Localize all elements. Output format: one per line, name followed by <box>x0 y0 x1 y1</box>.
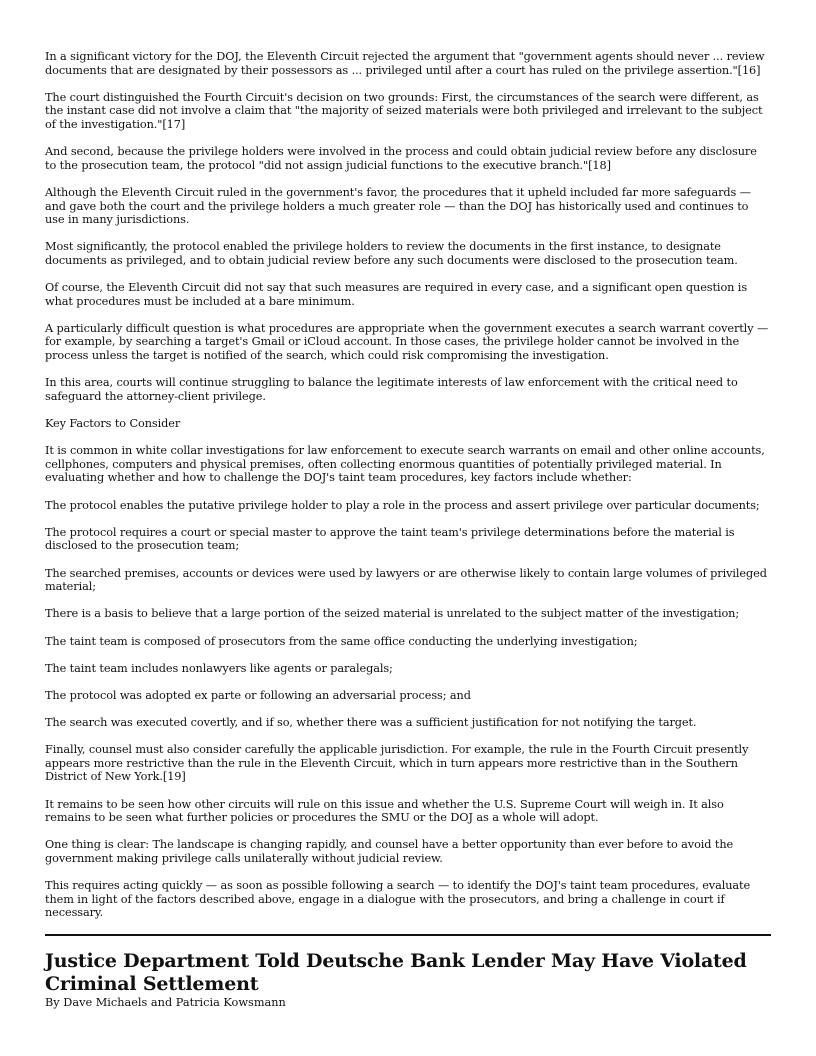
section-heading: Key Factors to Consider <box>45 417 181 431</box>
paragraph: It is common in white collar investigations for law enforcement to execute search warrants on email and other online accounts, cellphones, computers and physical premises, often collecting enormous quantities of potentially privileged material. In evaluating whether and how to challenge the DOJ's taint team procedures, key factors include whether: <box>45 444 765 485</box>
paragraph: One thing is clear: The landscape is changing rapidly, and counsel have a better opportunity than ever before to avoid the government making privilege calls unilaterally without judicial review. <box>45 838 734 866</box>
paragraph: A particularly difficult question is what procedures are appropriate when the government executes a search warrant covertly — for example, by searching a target's Gmail or iCloud account. In those cases, the privilege holder cannot be involved in the process unless the target is notified of the search, which could risk compromising the investigation. <box>45 321 769 363</box>
article-headline: Justice Department Told Deutsche Bank Lender May Have Violated Criminal Settlement <box>45 949 747 995</box>
paragraph: And second, because the privilege holders were involved in the process and could obtain judicial review before any disclosure to the prosecution team, the protocol "did not assign judicial functions to the executive branch."[18] <box>45 145 757 172</box>
document-page <box>45 50 771 1010</box>
factor-item: The taint team is composed of prosecutors from the same office conducting the underlying investigation; <box>45 634 638 648</box>
paragraph: Most significantly, the protocol enabled the privilege holders to review the documents in the first instance, to designate documents as privileged, and to obtain judicial review before any such documents were disclosed to the prosecution team. <box>45 240 738 267</box>
paragraph: Of course, the Eleventh Circuit did not say that such measures are required in every case, and a significant open question is what procedures must be included at a bare minimum. <box>45 281 748 308</box>
article-byline: By Dave Michaels and Patricia Kowsmann <box>45 995 286 1009</box>
factor-item: The searched premises, accounts or devices were used by lawyers or are otherwise likely to contain large volumes of privileged material; <box>45 566 767 594</box>
factor-item: The protocol was adopted ex parte or following an adversarial process; and <box>45 688 471 702</box>
factor-item: There is a basis to believe that a large portion of the seized material is unrelated to the subject matter of the investigation; <box>45 607 740 621</box>
factor-item: The search was executed covertly, and if so, whether there was a sufficient justification for not notifying the target. <box>45 716 697 730</box>
paragraph: In this area, courts will continue struggling to balance the legitimate interests of law enforcement with the critical need to safeguard the attorney-client privilege. <box>45 376 738 403</box>
paragraph: It remains to be seen how other circuits will rule on this issue and whether the U.S. Supreme Court will weigh in. It also remains to be seen what further policies or procedures the SMU or the DOJ as a whole will adopt. <box>45 797 724 825</box>
factor-item: The protocol enables the putative privilege holder to play a role in the process and assert privilege over particular documents; <box>45 498 760 512</box>
paragraph: Finally, counsel must also consider carefully the applicable jurisdiction. For example, the rule in the Fourth Circuit presently appears more restrictive than the rule in the Eleventh Circuit, which in turn appears more restrictive than in the Southern District of New York.[19] <box>45 743 749 784</box>
article-divider <box>45 934 771 936</box>
factor-item: The protocol requires a court or special master to approve the taint team's privilege determinations before the material is disclosed to the prosecution team; <box>45 525 735 553</box>
paragraph: The court distinguished the Fourth Circuit's decision on two grounds: First, the circumstances of the search were different, as the instant case did not involve a claim that "the majority of seized materials were both privileged and irrelevant to the subject of the investigation."[17] <box>45 90 763 131</box>
paragraph: In a significant victory for the DOJ, the Eleventh Circuit rejected the argument that "government agents should never ... review documents that are designated by their possessors as ... privileged until after a court has ruled on the privilege assertion."[16] <box>45 50 765 77</box>
paragraph: Although the Eleventh Circuit ruled in the government's favor, the procedures that it upheld included far more safeguards — and gave both the court and the privilege holders a much greater role — than the DOJ has historically used and continues to use in many jurisdictions. <box>45 185 751 227</box>
factor-item: The taint team includes nonlawyers like agents or paralegals; <box>45 661 393 675</box>
paragraph: This requires acting quickly — as soon as possible following a search — to identify the DOJ's taint team procedures, evaluate them in light of the factors described above, engage in a dialogue with the prosecutors, and bring a challenge in court if necessary. <box>45 879 751 920</box>
